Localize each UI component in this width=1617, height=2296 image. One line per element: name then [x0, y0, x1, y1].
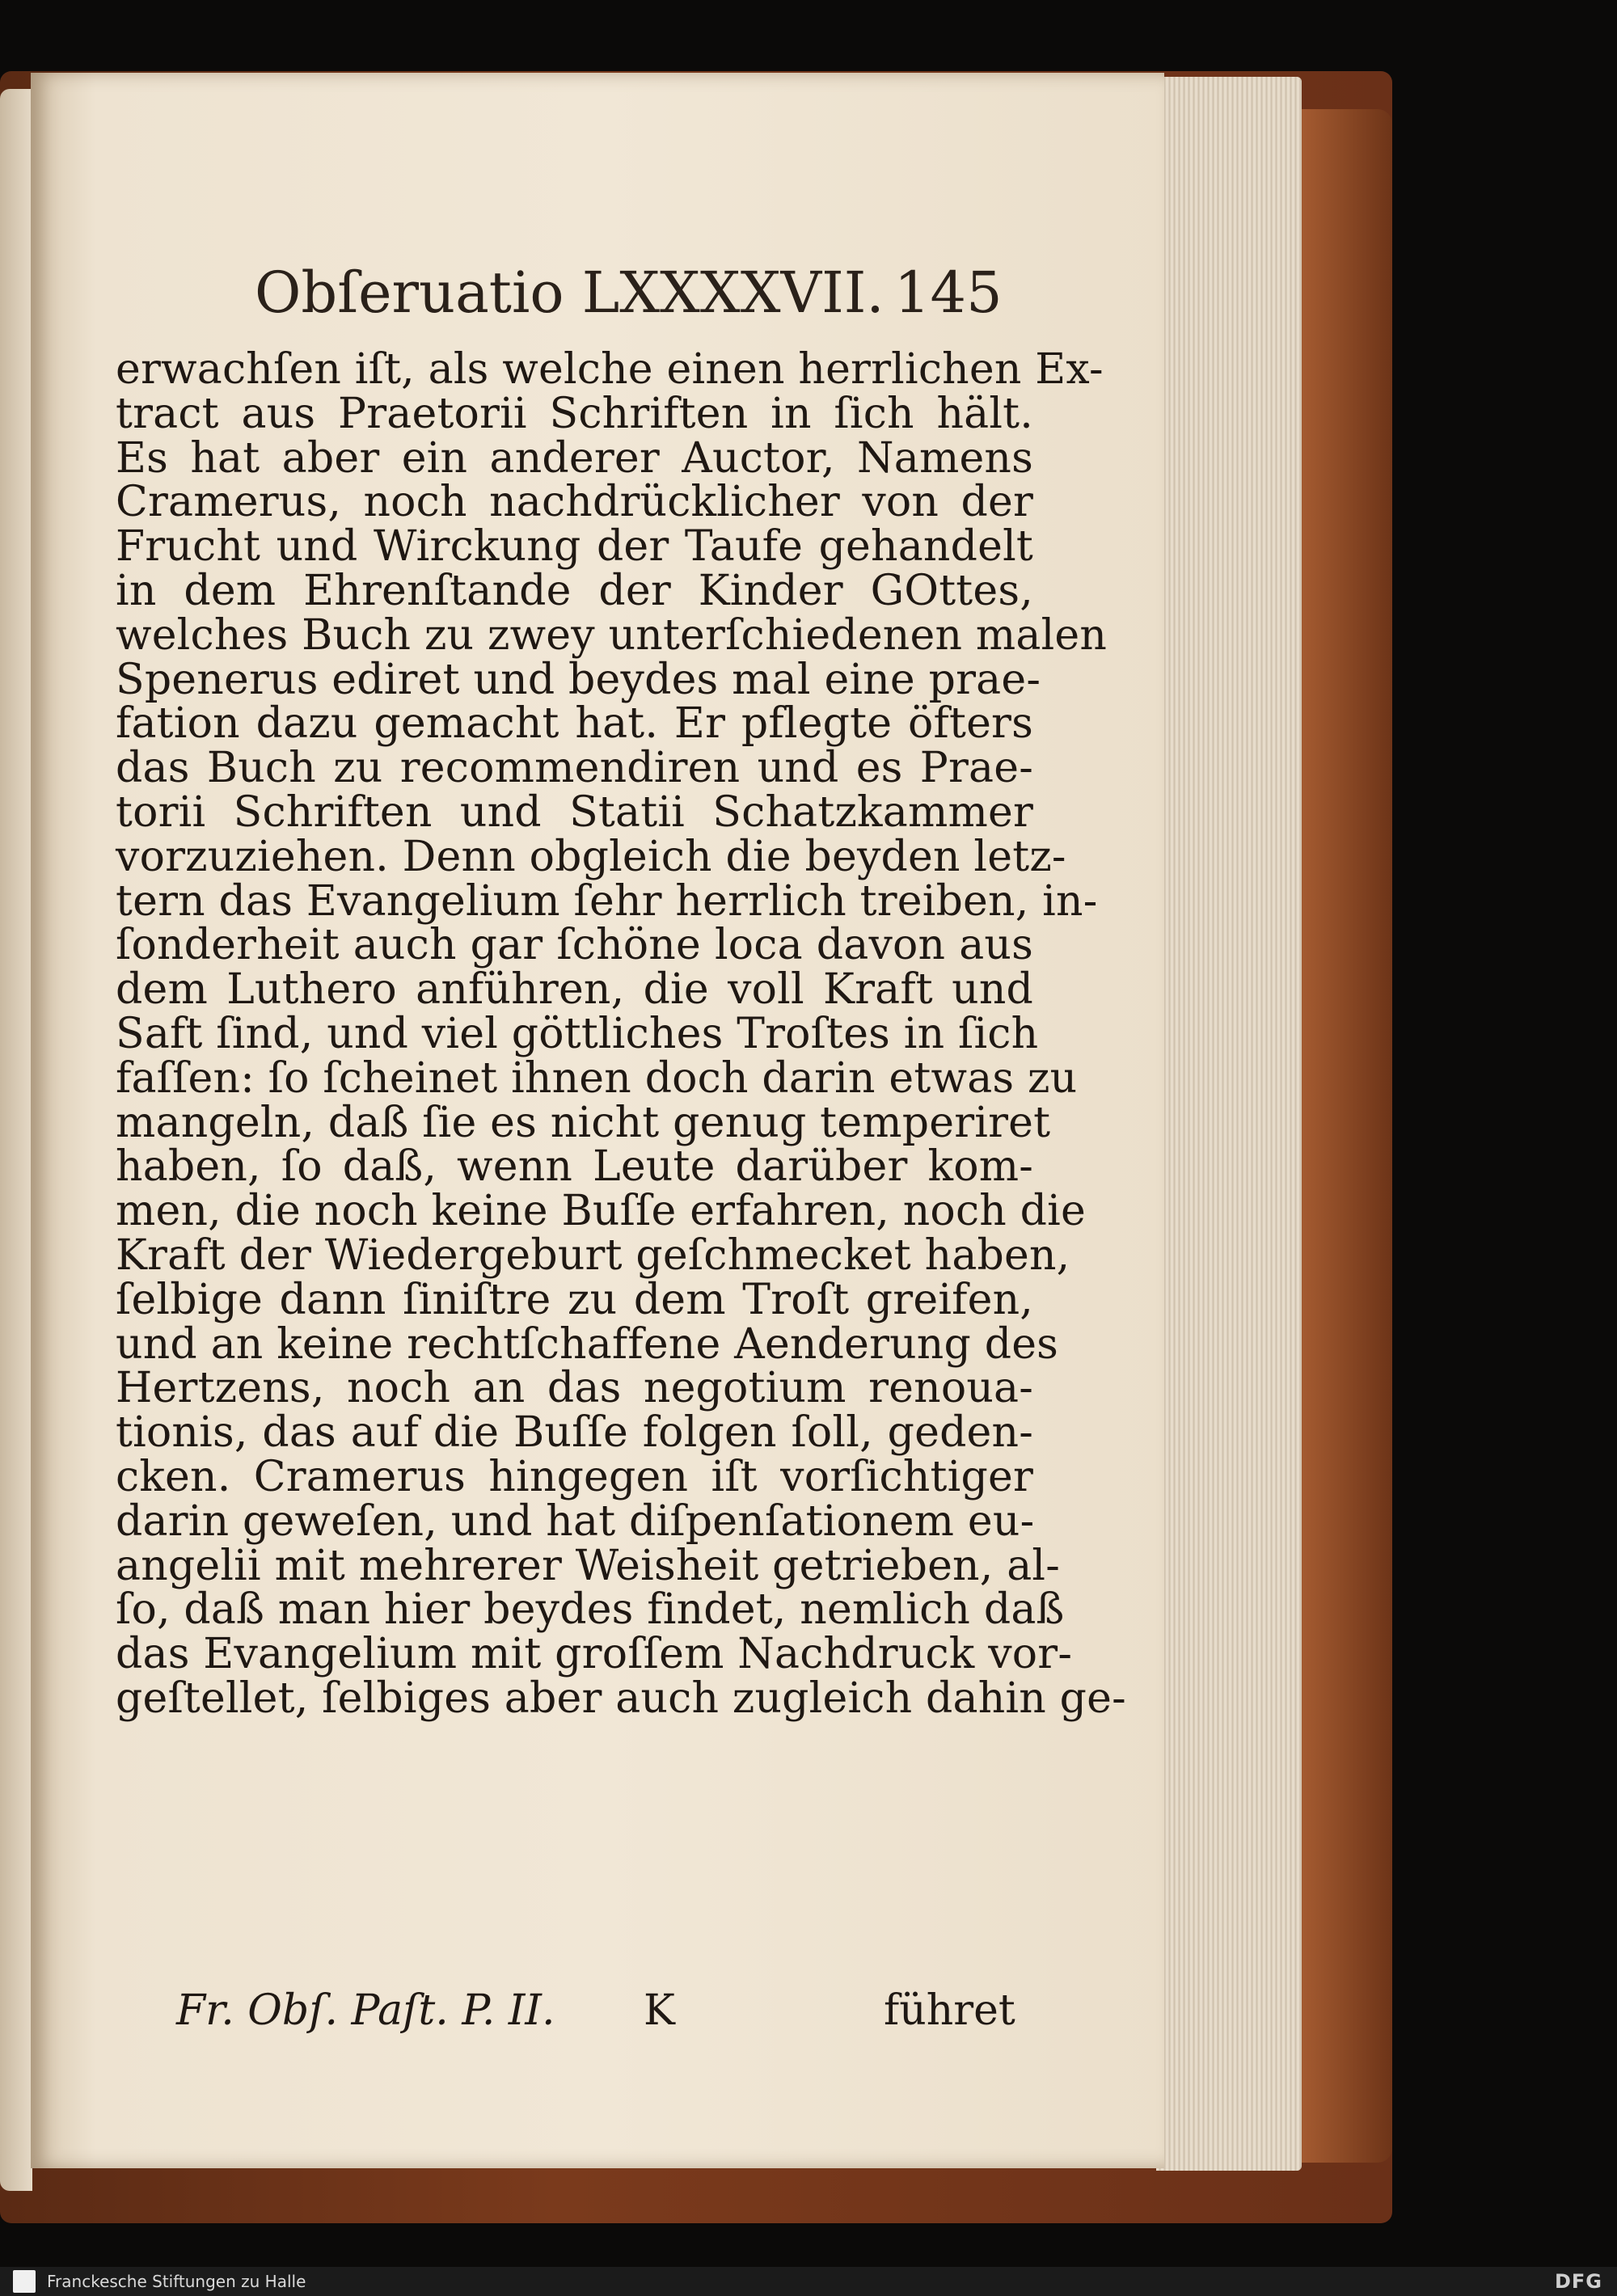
text-line: das Buch zu recommendiren und es Prae-	[116, 744, 1033, 793]
credit-bar	[0, 2267, 1617, 2296]
text-line: Cramerus, noch nachdrücklicher von der	[116, 478, 1033, 527]
text-line: das Evangelium mit groſſem Nachdruck vor-	[116, 1630, 1073, 1679]
page-number: 145	[894, 260, 1003, 326]
text-line: faſſen: ſo ſcheinet ihnen doch darin etwas zu	[116, 1053, 1078, 1103]
text-line: mangeln, daß ſie es nicht genug temperiret	[116, 1098, 1051, 1147]
text-line: in dem Ehrenſtande der Kinder GOttes,	[116, 566, 1033, 615]
text-line: darin geweſen, und hat diſpenſationem eu-	[116, 1496, 1035, 1546]
text-line: und an keine rechtſchaffene Aenderung des	[116, 1319, 1059, 1369]
text-line: Saft ſind, und viel göttliches Troſtes in ſich	[116, 1009, 1039, 1058]
institution-credit: Franckesche Stiftungen zu Halle	[47, 2272, 306, 2291]
text-line: tract aus Praetorii Schriften in ſich hält.	[116, 389, 1033, 438]
text-line: men, die noch keine Buſſe erfahren, noch die	[116, 1187, 1086, 1236]
text-line: Kraft der Wiedergeburt geſchmecket haben,	[116, 1230, 1070, 1280]
text-line: ſo, daß man hier beydes findet, nemlich daß	[116, 1585, 1065, 1635]
institution-logo-icon	[13, 2270, 36, 2293]
text-line: Spenerus ediret und beydes mal eine prae-	[116, 655, 1041, 704]
quire-mark: K	[644, 1986, 675, 2035]
text-line: ſelbige dann ſiniſtre zu dem Troſt greifen,	[116, 1275, 1033, 1324]
text-line: torii Schriften und Statii Schatzkammer	[116, 787, 1033, 837]
observation-title: Obſeruatio LXXXXVII.	[255, 260, 884, 326]
running-header	[31, 260, 1164, 325]
text-line: ſonderheit auch gar ſchöne loca davon aus	[116, 921, 1033, 970]
signature-mark: Fr. Obſ. Paſt. P. II.	[176, 1986, 555, 2035]
text-line: geſtellet, ſelbiges aber auch zugleich dahin ge-	[116, 1673, 1126, 1723]
text-line: Frucht und Wirckung der Taufe gehandelt	[116, 522, 1033, 572]
text-line: fation dazu gemacht hat. Er pflegte öfters	[116, 699, 1033, 749]
body-text	[116, 345, 1126, 1723]
text-line: haben, ſo daß, wenn Leute darüber kom-	[116, 1142, 1033, 1192]
text-line: cken. Cramerus hingegen iſt vorſichtiger	[116, 1452, 1033, 1501]
text-line: tern das Evangelium ſehr herrlich treiben, in-	[116, 876, 1098, 926]
dfg-logo: DFG	[1554, 2270, 1602, 2293]
catchword: führet	[884, 1986, 1015, 2035]
left-page-edge	[0, 89, 32, 2191]
book-page	[31, 73, 1164, 2168]
text-line: vorzuziehen. Denn obgleich die beyden letz-	[116, 832, 1066, 881]
text-line: dem Luthero anführen, die voll Kraft und	[116, 965, 1033, 1015]
text-line: welches Buch zu zwey unterſchiedenen malen	[116, 610, 1108, 660]
text-line: erwachſen iſt, als welche einen herrlichen Ex-	[116, 345, 1104, 394]
text-line: Es hat aber ein anderer Auctor, Namens	[116, 433, 1033, 483]
page-footer	[31, 1982, 1164, 2039]
page-edges	[1156, 77, 1302, 2171]
text-line: angelii mit mehrerer Weisheit getrieben, al-	[116, 1541, 1061, 1590]
text-line: tionis, das auf die Buſſe folgen ſoll, geden-	[116, 1408, 1033, 1458]
text-line: Hertzens, noch an das negotium renoua-	[116, 1364, 1033, 1413]
